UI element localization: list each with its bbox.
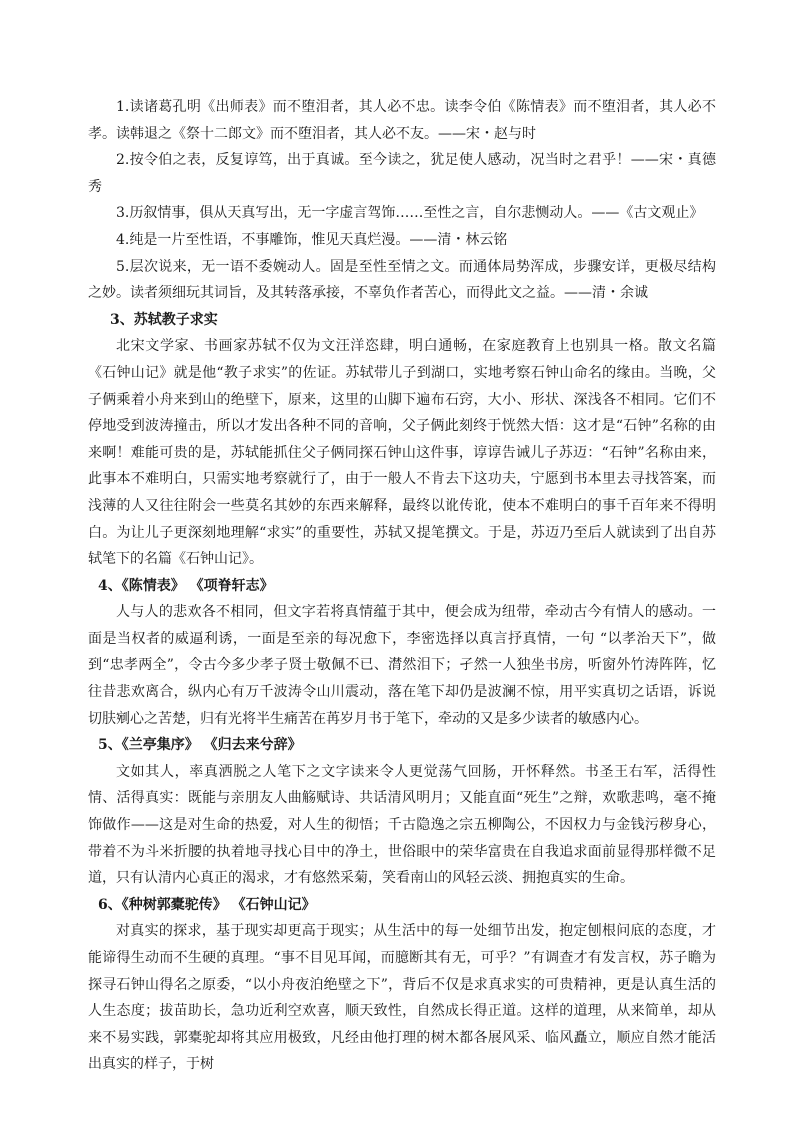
section-chen-qing-biao: [88, 573, 716, 733]
quote-item: 2.按令伯之表，反复谆笃，出于真诚。至今读之，犹足使人感动，况当时之君乎！——宋・真德秀: [88, 152, 716, 195]
quote-item: 1.读诸葛孔明《出师表》而不堕泪者，其人必不忠。读李令伯《陈情表》而不堕泪者，其人必不孝。读韩退之《祭十二郎文》而不堕泪者，其人必不友。——宋・赵与时: [88, 99, 716, 142]
quote-item: 3.历叙情事，俱从天真写出，无一字虚言驾饰……至性之言，自尔悲恻动人。——《古文观止》: [116, 205, 704, 222]
section-heading: 4、《陈情表》 《项脊轩志》: [98, 577, 274, 594]
quote-item: 4.纯是一片至性语，不事雕饰，惟见天真烂漫。——清・林云铭: [116, 231, 508, 248]
section-heading: 6、《种树郭橐驼传》 《石钟山记》: [98, 896, 316, 913]
section-heading: 3、苏轼教子求实: [110, 311, 218, 328]
section-heading: 5、《兰亭集序》 《归去来兮辞》: [98, 737, 302, 754]
section-zhong-shu: [88, 892, 716, 1078]
document-page: [88, 94, 716, 1078]
quotes-list: [88, 94, 716, 307]
section-body: 北宋文学家、书画家苏轼不仅为文汪洋恣肆，明白通畅，在家庭教育上也别具一格。散文名篇《石钟山记》就是他“教子求实”的佐证。苏轼带儿子到湖口，实地考察石钟山命名的缘由。当晚，父子俩乘着小舟来到山的绝壁下，原来，这里的山脚下遍布石窍，大小、形状、深浅各不相同。它们不停地受到波涛撞击，所以才发出各种不同的音响，父子俩此刻终于恍然大悟：这才是“石钟”名称的由来啊！难能可贵的是，苏轼能抓住父子俩同探石钟山这件事，谆谆告诫儿子苏迈：“石钟”名称由来，此事本不难明白，只需实地考察就行了，由于一般人不肯去下这功夫，宁愿到书本里去寻找答案，而浅薄的人又往往附会一些莫名其妙的东西来解释，最终以讹传讹，使本不难明白的事千百年来不得明白。为让儿子更深刻地理解“求实”的重要性，苏轼又提笔撰文。于是，苏迈乃至后人就读到了出自苏轼笔下的名篇《石钟山记》。: [88, 338, 716, 568]
quote-item: 5.层次说来，无一语不委婉动人。固是至性至情之文。而通体局势浑成，步骤安详，更极尽结构之妙。读者须细玩其词旨，及其转落承接，不辜负作者苦心，而得此文之益。——清・余诚: [88, 258, 716, 302]
section-body: 对真实的探求，基于现实却更高于现实；从生活中的每一处细节出发，抱定刨根问底的态度，才能谛得生动而不生硬的真理。“事不目见耳闻，而臆断其有无，可乎？”有调查才有发言权，苏子瞻为探寻石钟山得名之原委，“以小舟夜泊绝壁之下”，背后不仅是求真求实的可贵精神，更是认真生活的人生态度；拔苗助长，急功近利空欢喜，顺天致性，自然成长得正道。这样的道理，从来简单，却从来不易实践，郭橐驼却将其应用极致，凡经由他打理的树木都各展风采、临风矗立，顺应自然才能活出真实的样子，于树: [88, 923, 716, 1073]
section-body: 文如其人，率真洒脱之人笔下之文字读来令人更觉荡气回肠，开怀释然。书圣王右军，活得性情、活得真实：既能与亲朋友人曲觞赋诗、共话清风明月；又能直面“死生”之辩，欢歌悲鸣，毫不掩饰做作——这是对生命的热爱，对人生的彻悟；千古隐逸之宗五柳陶公，不因权力与金钱污秽身心，带着不为斗米折腰的执着地寻找心目中的净土，世俗眼中的荣华富贵在自我追求面前显得那样微不足道，只有认清内心真正的渴求，才有悠然采菊，笑看南山的风轻云淡、拥抱真实的生命。: [88, 763, 716, 887]
section-body: 人与人的悲欢各不相同，但文字若将真情蕴于其中，便会成为纽带，牵动古今有情人的感动。一面是当权者的威逼利诱，一面是至亲的每况愈下，李密选择以真言抒真情，一句 “以孝治天下”，做到“忠孝两全”，令古今多少孝子贤士敬佩不已、潸然泪下；孑然一人独坐书房，听窗外竹涛阵阵，忆往昔悲欢离合，纵内心有万千波涛令山川震动，落在笔下却仍是波澜不惊，用平实真切之话语，诉说切肤剜心之苦楚，归有光将半生痛苦在苒岁月书于笔下，牵动的又是多少读者的敏感内心。: [88, 604, 716, 727]
section-su-shi: [88, 307, 716, 573]
section-lan-ting: [88, 732, 716, 892]
